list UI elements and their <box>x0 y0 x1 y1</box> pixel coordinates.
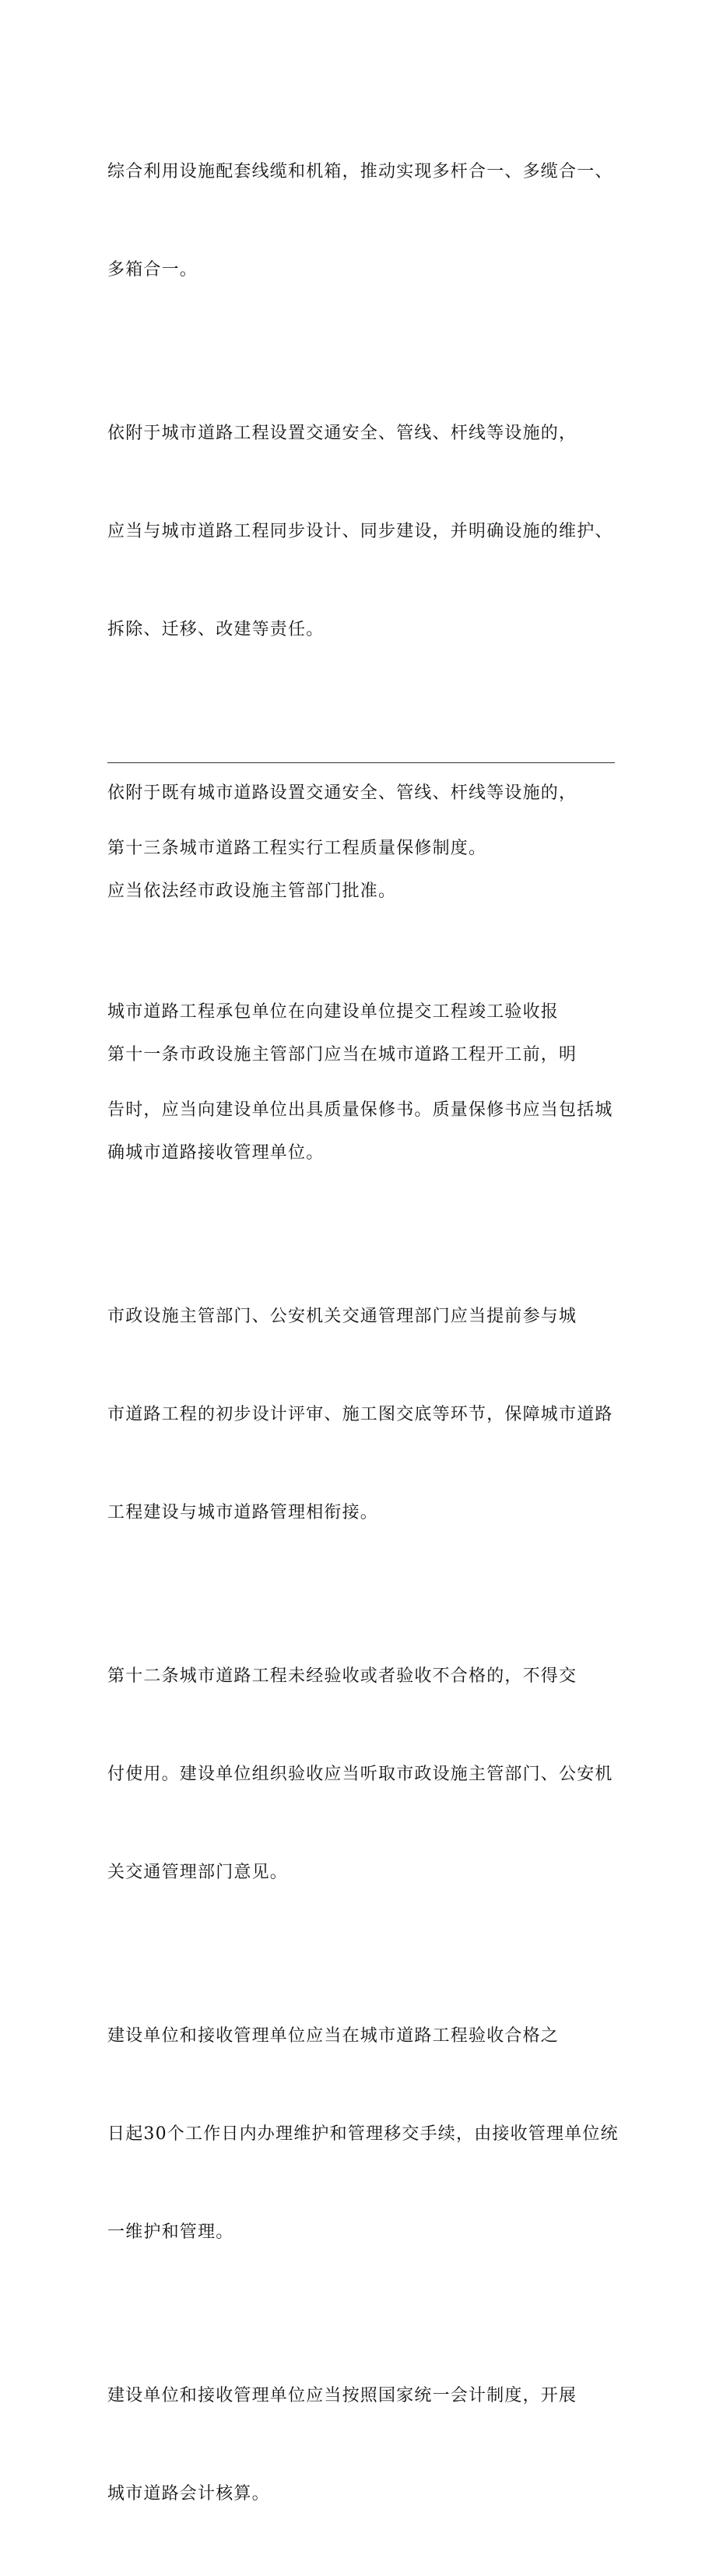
text-line: 应当与城市道路工程同步设计、同步建设，并明确设施的维护、 <box>107 522 613 541</box>
text-line: 关交通管理部门意见。 <box>107 1863 289 1882</box>
paragraph-1 <box>107 90 615 352</box>
document-body-top <box>107 90 619 2576</box>
text-line: 综合利用设施配套线缆和机箱，推动实现多杆合一、多缆合一、 <box>107 162 613 181</box>
paragraph-10 <box>107 931 615 1192</box>
text-line: 应当依法经市政设施主管部门批准。 <box>107 882 397 901</box>
text-line: 多箱合一。 <box>107 260 198 280</box>
text-line: 城市道路会计核算。 <box>107 2484 270 2504</box>
page-divider-line <box>107 762 615 763</box>
text-line: 付使用。建设单位组织验收应当听取市政设施主管部门、公安机 <box>107 1765 613 1784</box>
text-line: 第十三条城市道路工程实行工程质量保修制度。 <box>107 839 487 858</box>
text-line: 第十一条市政设施主管部门应当在城市道路工程开工前，明 <box>107 1045 577 1065</box>
paragraph-article-13 <box>107 767 615 931</box>
text-line: 一维护和管理。 <box>107 2222 234 2242</box>
text-line: 建设单位和接收管理单位应当在城市道路工程验收合格之 <box>107 2026 560 2046</box>
paragraph-7 <box>107 1955 619 2314</box>
text-line: 拆除、迁移、改建等责任。 <box>107 620 325 639</box>
paragraph-article-12 <box>107 1595 615 1955</box>
text-line: 确城市道路接收管理单位。 <box>107 1143 325 1163</box>
text-line: 工程建设与城市道路管理相衔接。 <box>107 1503 379 1522</box>
text-line: 建设单位和接收管理单位应当按照国家统一会计制度，开展 <box>107 2386 577 2405</box>
paragraph-5 <box>107 1235 615 1595</box>
paragraph-8 <box>107 2314 615 2576</box>
text-line: 日起30个工作日内办理维护和管理移交手续，由接收管理单位统 <box>107 2124 619 2144</box>
text-line: 依附于城市道路工程设置交通安全、管线、杆线等设施的， <box>107 424 577 443</box>
paragraph-2 <box>107 352 615 712</box>
text-line: 告时，应当向建设单位出具质量保修书。质量保修书应当包括城 <box>107 1100 613 1120</box>
text-line: 城市道路工程承包单位在向建设单位提交工程竣工验收报 <box>107 1002 560 1022</box>
text-line: 第十二条城市道路工程未经验收或者验收不合格的，不得交 <box>107 1666 577 1686</box>
document-body-bottom <box>107 767 615 1192</box>
text-line: 依附于既有城市道路设置交通安全、管线、杆线等设施的， <box>107 783 577 803</box>
text-line: 市道路工程的初步设计评审、施工图交底等环节，保障城市道路 <box>107 1405 613 1424</box>
text-line: 市政设施主管部门、公安机关交通管理部门应当提前参与城 <box>107 1307 577 1326</box>
